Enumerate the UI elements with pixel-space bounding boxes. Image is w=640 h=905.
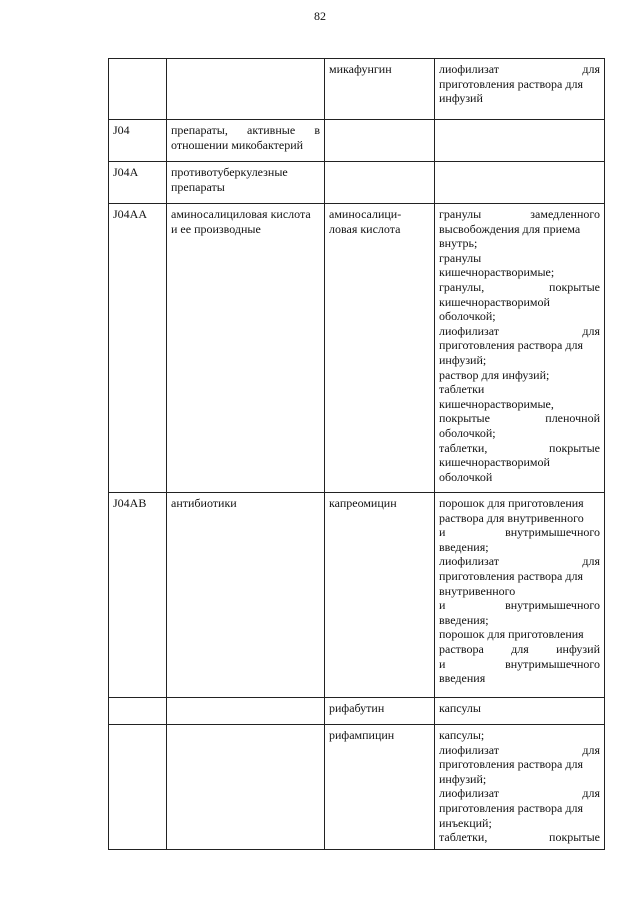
form-line: инфузий; — [439, 352, 487, 367]
atc-code-cell: J04AB — [109, 493, 167, 698]
form-line: приготовления раствора для — [439, 800, 583, 815]
form-line: инфузий; — [439, 771, 487, 786]
dosage-form-cell — [435, 725, 605, 850]
form-line: приготовления раствора для — [439, 568, 583, 583]
form-line: лиофилизат для — [439, 742, 600, 757]
form-line: раствора для инфузий — [439, 641, 600, 656]
form-line: приготовления раствора для — [439, 76, 583, 91]
form-line: раствор для инфузий; — [439, 367, 550, 382]
form-line: инъекций; — [439, 815, 492, 830]
form-line: оболочкой; — [439, 425, 496, 440]
form-line: введения; — [439, 539, 489, 554]
form-line: капсулы — [439, 701, 481, 715]
form-line: оболочкой — [439, 469, 493, 484]
table-row — [109, 493, 605, 698]
atc-code-cell: J04AA — [109, 204, 167, 493]
atc-code-cell — [109, 59, 167, 120]
form-line: лиофилизат для — [439, 554, 600, 569]
form-line: гранулы, покрытые — [439, 279, 600, 294]
drug-name-cell — [325, 162, 435, 204]
group-line: и ее производные — [171, 221, 261, 236]
form-line: и внутримышечного — [439, 656, 600, 671]
pharm-group-cell — [167, 59, 325, 120]
form-line: кишечнорастворимые; — [439, 265, 555, 280]
form-line: покрытые пленочной — [439, 411, 600, 426]
form-line: порошок для приготовления — [439, 627, 584, 642]
medication-table — [108, 58, 605, 850]
form-line: гранулы — [439, 250, 482, 265]
page-number: 82 — [314, 9, 326, 23]
pharm-group-cell — [167, 698, 325, 725]
pharm-group-cell — [167, 120, 325, 162]
pharm-group-cell — [167, 204, 325, 493]
form-line: приготовления раствора для — [439, 338, 583, 353]
form-line: капсулы; — [439, 728, 485, 742]
dosage-form-cell — [435, 204, 605, 493]
form-line: приготовления раствора для — [439, 757, 583, 772]
table-row — [109, 59, 605, 120]
form-line: таблетки, покрытые — [439, 830, 600, 845]
form-line: лиофилизат для — [439, 786, 600, 801]
drug-name-cell — [325, 204, 435, 493]
form-line: инфузий — [439, 91, 483, 106]
dosage-form-cell — [435, 493, 605, 698]
form-line: введения — [439, 671, 486, 686]
form-line: лиофилизат для — [439, 62, 600, 76]
drug-name-cell: микафунгин — [325, 59, 435, 120]
table-row — [109, 120, 605, 162]
group-line: отношении микобактерий — [171, 137, 304, 152]
form-line: кишечнорастворимой — [439, 455, 550, 470]
form-line: и внутримышечного — [439, 598, 600, 613]
form-line: и внутримышечного — [439, 525, 600, 540]
group-line: антибиотики — [171, 496, 237, 510]
group-line: препараты — [171, 179, 225, 194]
dosage-form-cell — [435, 59, 605, 120]
table-row — [109, 725, 605, 850]
form-line: оболочкой; — [439, 309, 496, 324]
drug-line: аминосалици- — [329, 207, 402, 221]
atc-code-cell: J04A — [109, 162, 167, 204]
dosage-form-cell — [435, 120, 605, 162]
drug-name-cell: рифабутин — [325, 698, 435, 725]
dosage-form-cell — [435, 698, 605, 725]
form-line: внутрь; — [439, 236, 478, 251]
atc-code-cell — [109, 725, 167, 850]
group-line: аминосалициловая кислота — [171, 207, 311, 221]
form-line: введения; — [439, 612, 489, 627]
pharm-group-cell — [167, 725, 325, 850]
drug-name-cell — [325, 120, 435, 162]
form-line: кишечнорастворимой — [439, 294, 550, 309]
table-row — [109, 698, 605, 725]
group-line: препараты, активные в — [171, 123, 320, 137]
form-line: высвобождения для приема — [439, 221, 581, 236]
form-line: порошок для приготовления — [439, 496, 584, 510]
pharm-group-cell — [167, 493, 325, 698]
form-line: раствора для внутривенного — [439, 510, 584, 525]
drug-line: ловая кислота — [329, 221, 401, 236]
drug-name-cell: капреомицин — [325, 493, 435, 698]
form-line: таблетки — [439, 382, 485, 397]
atc-code-cell: J04 — [109, 120, 167, 162]
form-line: гранулы замедленного — [439, 207, 600, 221]
form-line: кишечнорастворимые, — [439, 396, 554, 411]
form-line: внутривенного — [439, 583, 516, 598]
group-line: противотуберкулезные — [171, 165, 288, 179]
table-row — [109, 162, 605, 204]
table-row — [109, 204, 605, 493]
form-line: таблетки, покрытые — [439, 440, 600, 455]
form-line: лиофилизат для — [439, 323, 600, 338]
dosage-form-cell — [435, 162, 605, 204]
drug-name-cell: рифампицин — [325, 725, 435, 850]
atc-code-cell — [109, 698, 167, 725]
pharm-group-cell — [167, 162, 325, 204]
